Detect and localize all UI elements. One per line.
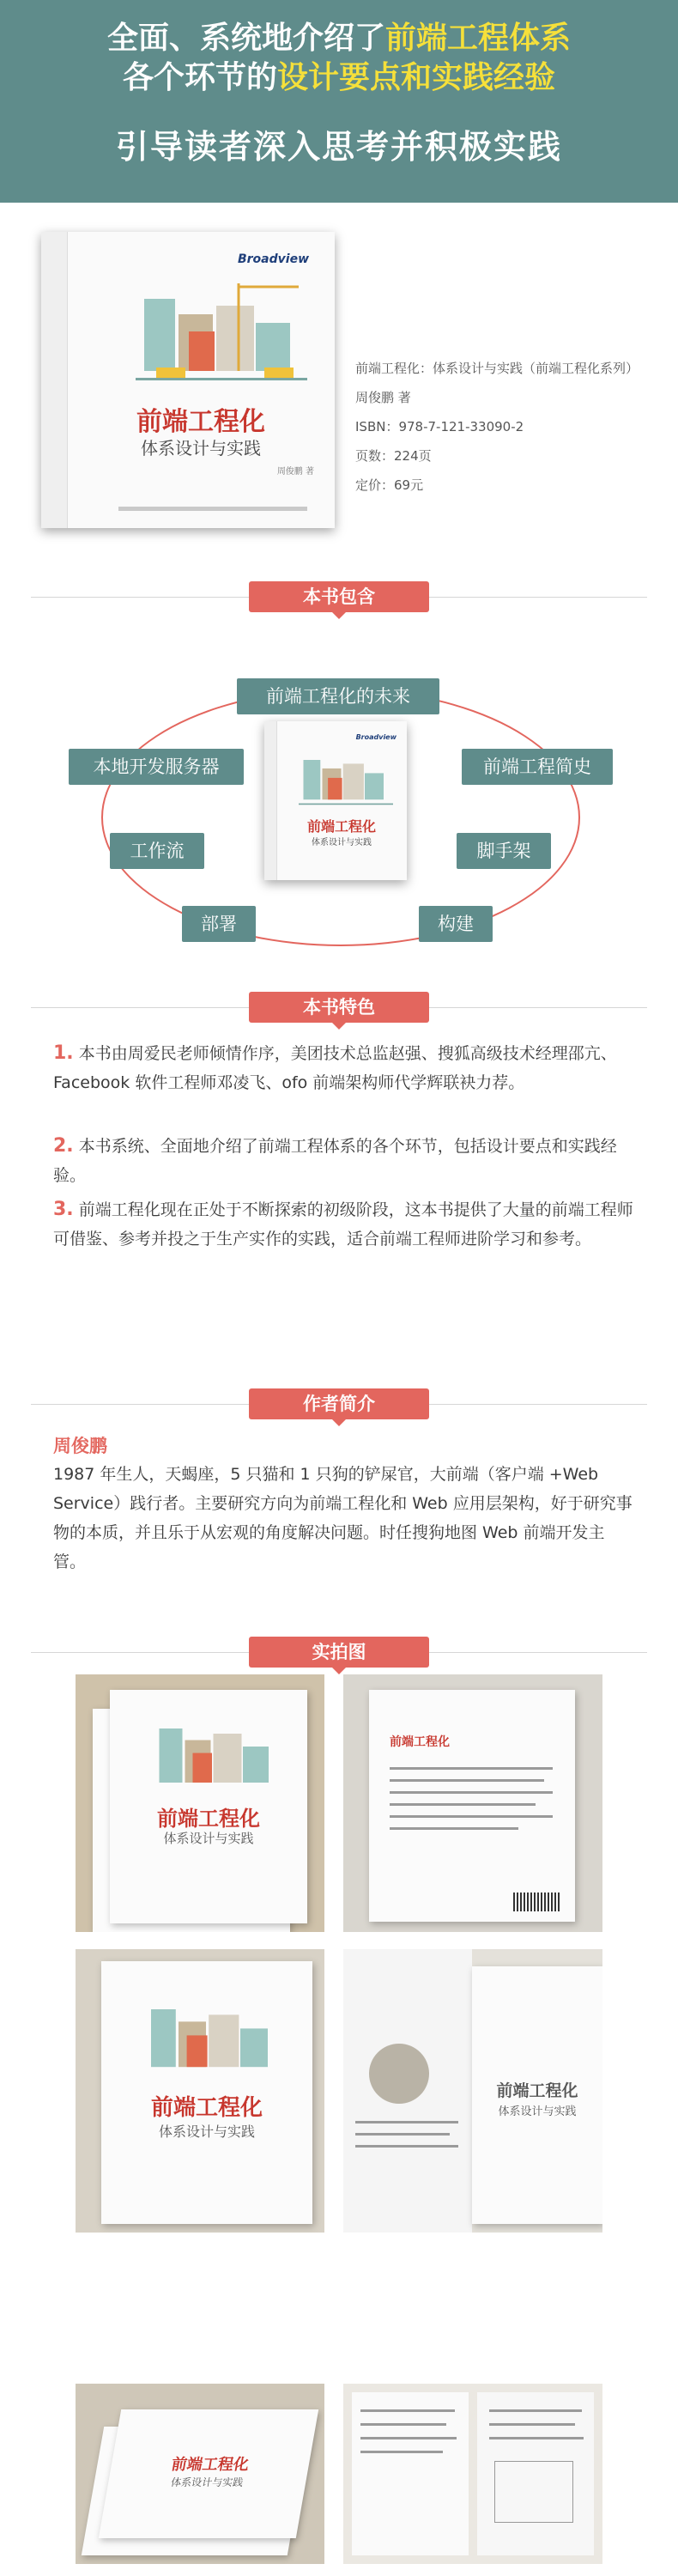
node-scaffold: 脚手架 bbox=[457, 833, 551, 869]
book-author-small: 周俊鹏 著 bbox=[276, 467, 314, 477]
book-title: 前端工程化 bbox=[150, 2095, 263, 2121]
photo-books-stack bbox=[76, 1674, 324, 1932]
node-deploy: 部署 bbox=[182, 906, 256, 942]
book-cover-center bbox=[264, 721, 407, 880]
book-subtitle: 体系设计与实践 bbox=[312, 838, 372, 848]
book-title: 前端工程化 bbox=[157, 1807, 260, 1831]
photo-cover-front bbox=[76, 1949, 324, 2233]
node-workflow: 工作流 bbox=[110, 833, 204, 869]
construction-illustration bbox=[299, 750, 393, 807]
diagram bbox=[494, 2461, 573, 2523]
info-isbn: ISBN：978-7-121-33090-2 bbox=[355, 419, 524, 434]
feature-1: 1. 本书由周爱民老师倾情作序，美团技术总监赵强、搜狐高级技术经理邵亢、Facebook 软件工程师邓凌飞、ofo 前端架构师代学辉联袂力荐。 bbox=[53, 1042, 617, 1092]
photo-back-cover bbox=[343, 1674, 602, 1932]
book-cover-main bbox=[41, 232, 335, 528]
section-tag-author: 作者简介 bbox=[249, 1388, 429, 1419]
book-subtitle: 体系设计与实践 bbox=[498, 2105, 577, 2118]
node-dev-server: 本地开发服务器 bbox=[69, 749, 244, 785]
info-author: 周俊鹏 著 bbox=[355, 390, 411, 405]
book-subtitle: 体系设计与实践 bbox=[163, 1831, 254, 1846]
photo-books-angle bbox=[76, 2384, 324, 2564]
book-cover bbox=[101, 1961, 312, 2224]
section-tag-contents: 本书包含 bbox=[249, 581, 429, 612]
feature-3: 3. 前端工程化现在正处于不断探索的初级阶段，这本书提供了大量的前端工程师可借鉴、参考并投之于生产实作的实践，适合前端工程师进阶学习和参考。 bbox=[53, 1199, 633, 1249]
publisher-logo: Broadview bbox=[237, 252, 309, 266]
book-title: 前端工程化 bbox=[496, 2081, 578, 2100]
book-title: 前端工程化 bbox=[136, 407, 265, 437]
book-title: 前端工程化 bbox=[306, 818, 376, 835]
publisher-logos bbox=[118, 507, 307, 511]
node-future: 前端工程化的未来 bbox=[237, 678, 439, 714]
info-title: 前端工程化：体系设计与实践（前端工程化系列） bbox=[355, 361, 639, 376]
publisher-logo: Broadview bbox=[355, 733, 397, 741]
banner-line-1: 全面、系统地介绍了前端工程体系 bbox=[106, 21, 572, 56]
info-pages: 页数：224页 bbox=[355, 448, 432, 464]
header-banner bbox=[0, 0, 678, 203]
section-tag-photos: 实拍图 bbox=[249, 1637, 429, 1668]
author-photo bbox=[369, 2044, 429, 2104]
book-spine bbox=[41, 232, 68, 528]
photo-inner-pages bbox=[343, 2384, 602, 2564]
feature-2: 2. 本书系统、全面地介绍了前端工程体系的各个环节，包括设计要点和实践经验。 bbox=[53, 1135, 617, 1185]
back-cover-title: 前端工程化 bbox=[390, 1735, 450, 1749]
book-subtitle: 体系设计与实践 bbox=[141, 438, 261, 459]
photo-book-open bbox=[343, 1949, 602, 2233]
construction-illustration bbox=[136, 282, 307, 385]
book-title: 前端工程化 bbox=[170, 2456, 251, 2474]
node-history: 前端工程简史 bbox=[462, 749, 613, 785]
book-subtitle: 体系设计与实践 bbox=[158, 2123, 255, 2140]
book-info bbox=[355, 354, 639, 500]
info-price: 定价：69元 bbox=[355, 477, 424, 493]
book-subtitle: 体系设计与实践 bbox=[169, 2476, 245, 2488]
banner-line-2: 各个环节的设计要点和实践经验 bbox=[122, 60, 556, 95]
book-cover bbox=[110, 1690, 307, 1923]
banner-line-3: 引导读者深入思考并积极实践 bbox=[115, 128, 562, 166]
section-tag-features: 本书特色 bbox=[249, 992, 429, 1023]
node-build: 构建 bbox=[419, 906, 493, 942]
author-name: 周俊鹏 bbox=[53, 1436, 107, 1456]
author-bio: 1987 年生人，天蝎座，5 只猫和 1 只狗的铲屎官，大前端（客户端 +Web Service）践行者。主要研究方向为前端工程化和 Web 应用层架构，好于研究事物的本质，并且乐于从宏观的角度解决问题。时任搜狗地图 Web 前端开发主管。 bbox=[53, 1465, 633, 1571]
